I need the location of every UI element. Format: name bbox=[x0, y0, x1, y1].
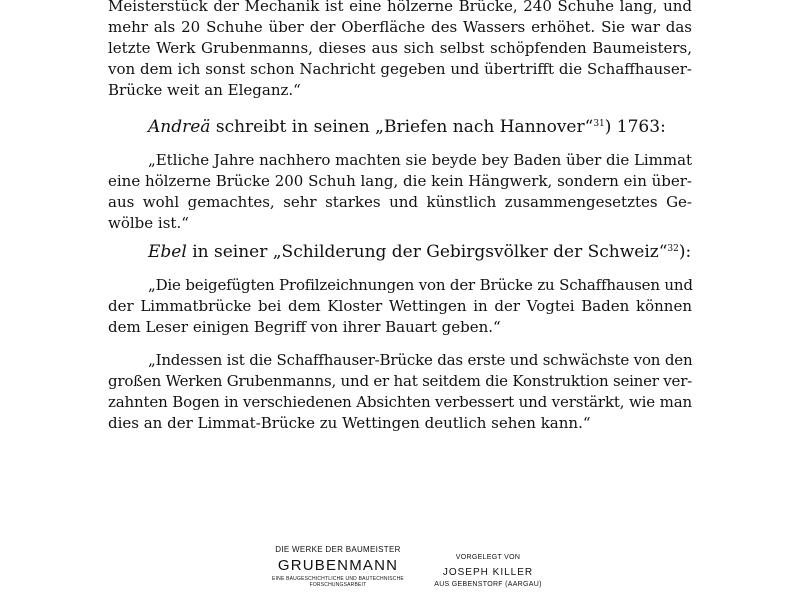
text-line: „Die beigefügten Profilzeichnungen von der Brücke zu Schaffhausen und bbox=[148, 276, 693, 294]
author-name: Ebel bbox=[148, 242, 187, 262]
text-line: letzte Werk Grubenmanns, dieses aus sich selbst schöpfenden Baumeisters, bbox=[108, 39, 692, 57]
author-origin: AUS GEBENSTORF (AARGAU) bbox=[434, 581, 542, 588]
heading-ebel bbox=[148, 242, 691, 262]
text-line: Brücke weit an Eleganz.“ bbox=[108, 81, 301, 99]
book-subtitle: EINE BAUGESCHICHTLICHE UND BAUTECHNISCHE bbox=[272, 576, 404, 582]
text-line: aus wohl gemachtes, sehr starkes und künstlich zusammengesetztes Ge- bbox=[108, 193, 692, 211]
text-line: dies an der Limmat-Brücke zu Wettingen deutlich sehen kann.“ bbox=[108, 414, 591, 432]
text-line: wölbe ist.“ bbox=[108, 214, 189, 232]
text-line: zahnten Bogen in verschiedenen Absichten verbessert und verstärkt, wie man bbox=[108, 393, 692, 411]
series-title: DIE WERKE DER BAUMEISTER bbox=[275, 545, 401, 554]
footer-title-block bbox=[254, 545, 422, 588]
text-line: von dem ich sonst schon Nachricht gegeben und übertrifft die Schaffhauser- bbox=[108, 60, 692, 78]
text-line: dem Leser einigen Begriff von ihrer Bauart geben.“ bbox=[108, 318, 501, 336]
footnote-ref: 32 bbox=[667, 244, 679, 254]
text-line: großen Werken Grubenmanns, und er hat seitdem die Konstruktion seiner ver- bbox=[108, 372, 693, 390]
heading-andrea bbox=[148, 117, 666, 137]
text-line: Meisterstück der Mechanik ist eine hölzerne Brücke, 240 Schuhe lang, und bbox=[108, 0, 692, 15]
heading-text-end: ) 1763: bbox=[604, 117, 666, 137]
heading-text: in seiner „Schilderung der Gebirgsvölker der Schweiz“ bbox=[186, 242, 668, 262]
heading-text: schreibt in seinen „Briefen nach Hannover“ bbox=[210, 117, 594, 137]
text-line: eine hölzerne Brücke 200 Schuh lang, die kein Hängwerk, sondern ein über- bbox=[108, 172, 693, 190]
author-name: JOSEPH KILLER bbox=[442, 567, 534, 578]
text-line: mehr als 20 Schuhe über der Oberfläche des Wassers erhöhet. Sie war das bbox=[108, 18, 692, 36]
book-subtitle: FORSCHUNGSARBEIT bbox=[309, 582, 367, 588]
text-line: „Indessen ist die Schaffhauser-Brücke das erste und schwächste von den bbox=[148, 351, 693, 369]
book-name: GRUBENMANN bbox=[277, 557, 399, 574]
author-name: Andreä bbox=[148, 117, 211, 137]
footer-author-block bbox=[426, 553, 550, 589]
footnote-ref: 31 bbox=[593, 119, 605, 129]
heading-text-end: ): bbox=[678, 242, 692, 262]
presented-by: VORGELEGT VON bbox=[455, 554, 521, 561]
text-line: der Limmatbrücke bei dem Kloster Wettingen in der Vogtei Baden können bbox=[108, 297, 692, 315]
text-line: „Etliche Jahre nachhero machten sie beyde bey Baden über die Limmat bbox=[148, 151, 692, 169]
